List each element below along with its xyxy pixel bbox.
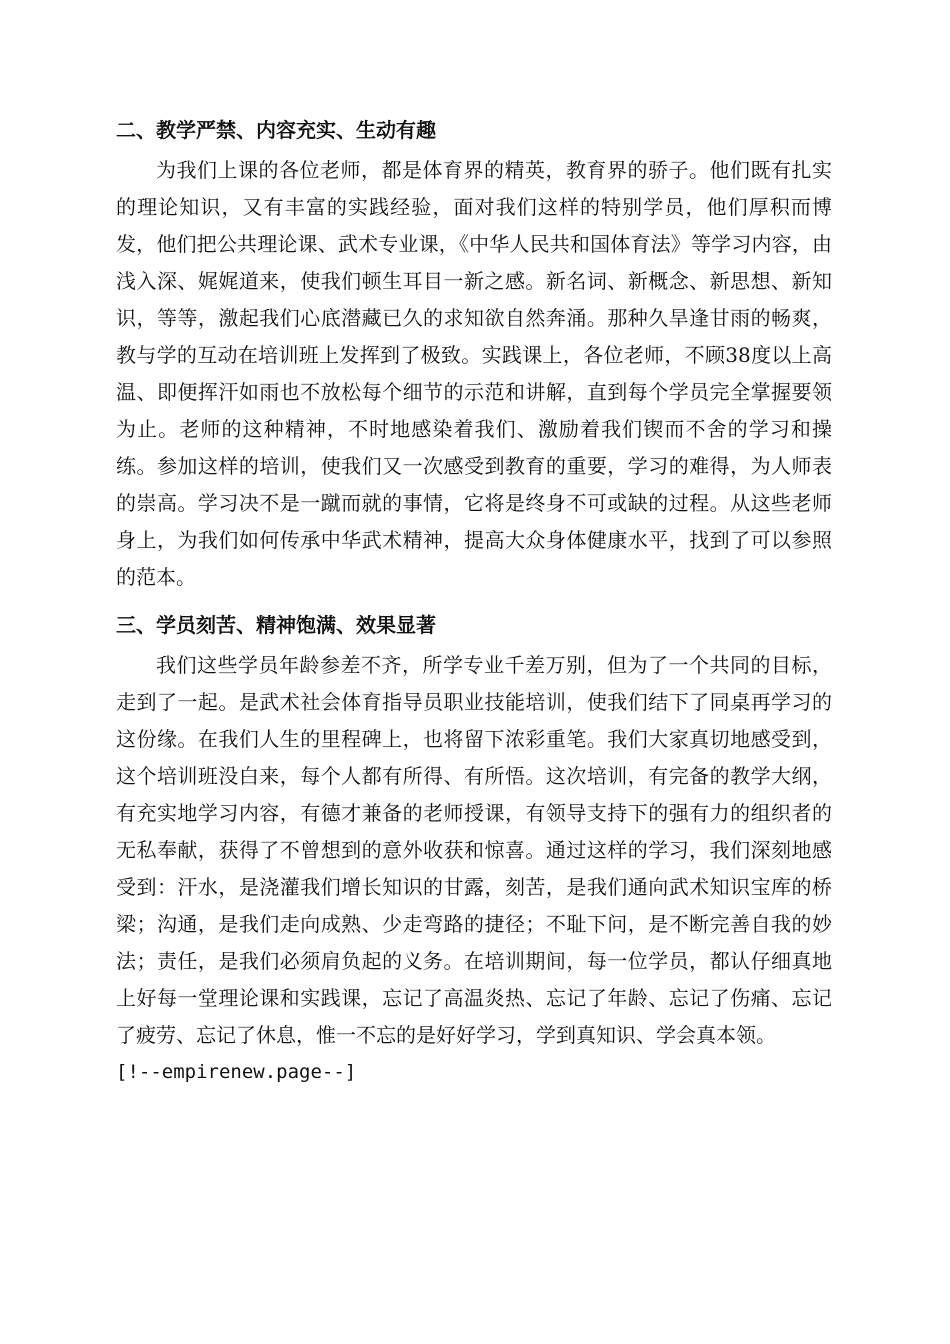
section-paragraph-teaching: 为我们上课的各位老师，都是体育界的精英，教育界的骄子。他们既有扎实的理论知识，又有丰富的实践经验，面对我们这样的特别学员，他们厚积而博发，他们把公共理论课、武术专业课，《中华人民共和国体育法》等学习内容，由浅入深、娓娓道来，使我们顿生耳目一新之感。新名词、新概念、新思想、新知识，等等，激起我们心底潜藏已久的求知欲自然奔涌。那种久旱逢甘雨的畅爽，教与学的互动在培训班上发挥到了极致。实践课上，各位老师，不顾38度以上高温、即便挥汗如雨也不放松每个细节的示范和讲解，直到每个学员完全掌握要领为止。老师的这种精神，不时地感染着我们、激励着我们锲而不舍的学习和操练。参加这样的培训，使我们又一次感受到教育的重要，学习的难得，为人师表的崇高。学习决不是一蹴而就的事情，它将是终身不可或缺的过程。从这些老师身上，为我们如何传承中华武术精神，提高大众身体健康水平，找到了可以参照的范本。 xyxy=(116,158,832,589)
page-break-marker: [!--empirenew.page--] xyxy=(116,1061,357,1083)
document-page xyxy=(116,112,832,1091)
section-heading-teaching: 二、教学严禁、内容充实、生动有趣 xyxy=(116,118,436,142)
section-paragraph-students: 我们这些学员年龄参差不齐，所学专业千差万别，但为了一个共同的目标，走到了一起。是武术社会体育指导员职业技能培训，使我们结下了同桌再学习的这份缘。在我们人生的里程碑上，也将留下浓彩重笔。我们大家真切地感受到，这个培训班没白来，每个人都有所得、有所悟。这次培训，有完备的教学大纲，有充实地学习内容，有德才兼备的老师授课，有领导支持下的强有力的组织者的无私奉献，获得了不曾想到的意外收获和惊喜。通过这样的学习，我们深刻地感受到：汗水，是浇灌我们增长知识的甘露，刻苦，是我们通向武术知识宝库的桥梁；沟通，是我们走向成熟、少走弯路的捷径；不耻下问，是不断完善自我的妙法；责任，是我们必须肩负起的义务。在培训期间，每一位学员，都认仔细真地上好每一堂理论课和实践课，忘记了高温炎热、忘记了年龄、忘记了伤痛、忘记了疲劳、忘记了休息，惟一不忘的是好好学习，学到真知识、学会真本领。 xyxy=(116,653,832,1047)
section-heading-students: 三、学员刻苦、精神饱满、效果显著 xyxy=(116,613,436,637)
